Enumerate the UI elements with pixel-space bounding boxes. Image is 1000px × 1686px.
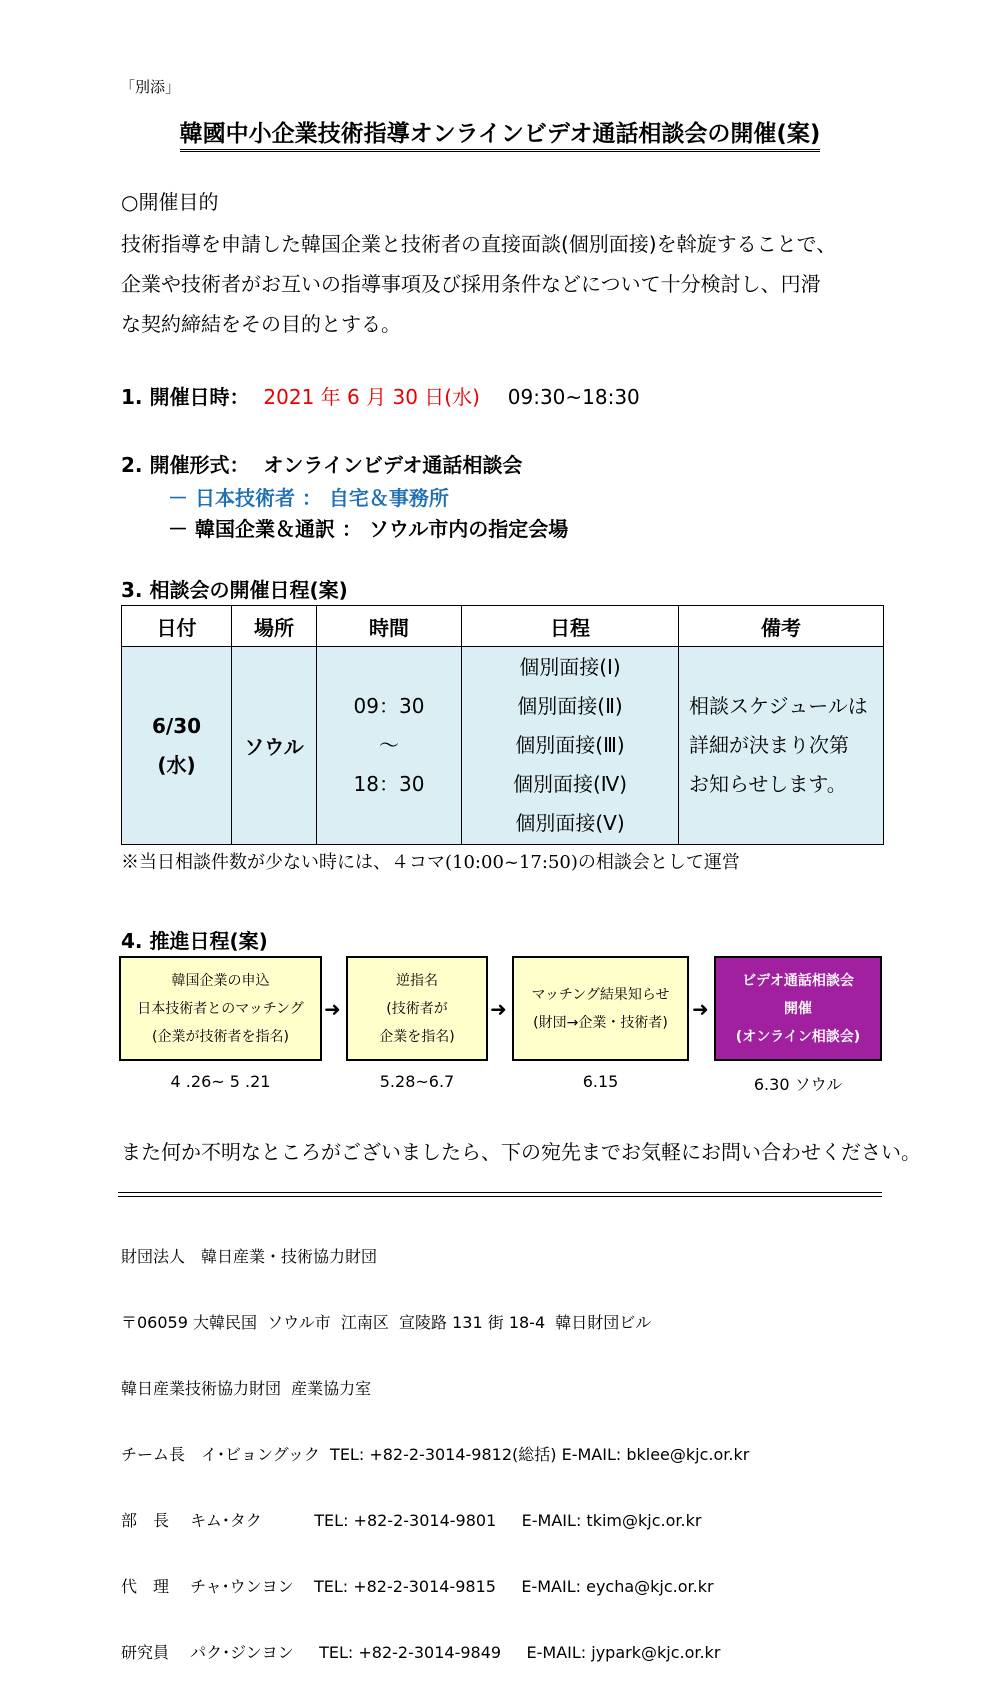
section-1-label: 1. 開催日時： xyxy=(121,385,250,409)
step-line: 韓国企業の申込 xyxy=(171,972,270,989)
purpose-heading: ○開催目的 xyxy=(121,190,219,214)
cell-schedule xyxy=(462,647,679,845)
table-row xyxy=(122,647,884,845)
divider xyxy=(118,1196,882,1197)
schedule-item: 個別面接(Ⅳ) xyxy=(512,772,628,796)
schedule-note: ※当日相談件数が少ない時には、４コマ(10:00~17:50)の相談会として運営 xyxy=(121,852,740,873)
step-line: (財団→企業・技術者) xyxy=(533,1014,668,1031)
schedule-item: 個別面接(Ⅲ) xyxy=(515,733,625,757)
event-format: オンラインビデオ通話相談会 xyxy=(263,453,523,477)
step-date: 5.28~6.7 xyxy=(379,1072,455,1091)
remarks-line: 相談スケジュールは xyxy=(689,694,868,718)
format-item-korea: － 韓国企業＆通訳 ： ソウル市内の指定会場 xyxy=(168,517,569,541)
purpose-text xyxy=(121,224,836,344)
contact-line: 部 長 キム･タク TEL: +82-2-3014-9801 E-MAIL: tkim@kjc.or.kr xyxy=(121,1511,702,1530)
arrow-right-icon: ➜ xyxy=(324,997,341,1021)
contact-line: 韓日産業技術協力財団 産業協力室 xyxy=(121,1379,372,1398)
contact-line: 〒06059 大韓民国 ソウル市 江南区 宣陵路 131 街 18-4 韓日財団ビル xyxy=(121,1313,652,1332)
schedule-table xyxy=(121,605,884,845)
weekday-value: (水) xyxy=(157,752,196,777)
schedule-item: 個別面接(Ⅱ) xyxy=(517,694,623,718)
remarks-line: お知らせします。 xyxy=(689,772,847,796)
step-date: 6.15 xyxy=(582,1072,619,1091)
purpose-line: な契約締結をその目的とする。 xyxy=(121,312,401,336)
header-place: 場所 xyxy=(232,606,317,647)
step-line: 日本技術者とのマッチング xyxy=(137,1000,304,1017)
header-date: 日付 xyxy=(122,606,232,647)
cell-place: ソウル xyxy=(232,647,317,845)
document-title: 韓國中小企業技術指導オンラインビデオ通話相談会の開催(案) xyxy=(0,115,1000,148)
date-value: 6/30 xyxy=(151,713,202,738)
time-separator: ～ xyxy=(379,733,399,757)
schedule-item: 個別面接(Ⅴ) xyxy=(515,811,625,835)
step-line: 開催 xyxy=(784,1000,812,1017)
contact-line: チーム長 イ･ビョングック TEL: +82-2-3014-9812(総括) E-MAIL: bklee@kjc.or.kr xyxy=(121,1445,750,1464)
attachment-label: 「別添」 xyxy=(120,78,181,96)
remarks-line: 詳細が決まり次第 xyxy=(689,733,849,757)
schedule-item: 個別面接(Ⅰ) xyxy=(519,655,621,679)
closing-text: また何か不明なところがございましたら、下の宛先までお気軽にお問い合わせください。 xyxy=(121,1140,921,1164)
contact-line: 研究員 パク･ジンヨン TEL: +82-2-3014-9849 E-MAIL: jypark@kjc.or.kr xyxy=(121,1643,721,1662)
step-box-matching-result xyxy=(512,956,689,1061)
contact-line: 財団法人 韓日産業・技術協力財団 xyxy=(121,1247,378,1266)
table-header-row xyxy=(122,606,884,647)
cell-remarks xyxy=(679,647,884,845)
section-1 xyxy=(121,381,640,410)
arrow-right-icon: ➜ xyxy=(692,997,709,1021)
step-line: (オンライン相談会) xyxy=(735,1028,861,1045)
header-remarks: 備考 xyxy=(679,606,884,647)
step-line: マッチング結果知らせ xyxy=(531,986,670,1003)
step-box-application xyxy=(119,956,322,1061)
cell-date xyxy=(122,647,232,845)
purpose-line: 技術指導を申請した韓国企業と技術者の直接面談(個別面接)を斡旋することで、 xyxy=(121,232,837,256)
step-line: (技術者が xyxy=(386,1000,448,1017)
section-4-label: 4. 推進日程(案) xyxy=(121,929,268,953)
time-end: 18：30 xyxy=(353,772,425,796)
step-date: 6.30 ソウル xyxy=(753,1075,843,1094)
format-item-japan: － 日本技術者 ： 自宅＆事務所 xyxy=(168,486,449,510)
purpose-line: 企業や技術者がお互いの指導事項及び採用条件などについて十分検討し、円滑 xyxy=(121,272,821,296)
header-time: 時間 xyxy=(317,606,462,647)
section-2-label: 2. 開催形式： xyxy=(121,453,250,477)
time-start: 09：30 xyxy=(353,694,425,718)
arrow-right-icon: ➜ xyxy=(490,997,507,1021)
divider xyxy=(118,1192,882,1193)
event-date: 2021 年 6 月 30 日(水) xyxy=(263,385,480,409)
cell-time xyxy=(317,647,462,845)
header-schedule: 日程 xyxy=(462,606,679,647)
section-3-label: 3. 相談会の開催日程(案) xyxy=(121,578,348,602)
contact-block xyxy=(121,1202,749,1686)
event-time: 09:30~18:30 xyxy=(507,385,640,409)
step-line: (企業が技術者を指名) xyxy=(152,1028,289,1045)
step-date: 4 .26~ 5 .21 xyxy=(170,1072,271,1091)
step-line: 企業を指名) xyxy=(379,1028,455,1045)
section-2 xyxy=(121,449,522,478)
step-line: 逆指名 xyxy=(396,972,438,989)
step-box-video-meeting xyxy=(714,956,882,1061)
contact-line: 代 理 チャ･ウンヨン TEL: +82-2-3014-9815 E-MAIL: eycha@kjc.or.kr xyxy=(121,1577,714,1596)
step-line: ビデオ通話相談会 xyxy=(742,972,854,989)
step-box-reverse-nomination xyxy=(346,956,488,1061)
